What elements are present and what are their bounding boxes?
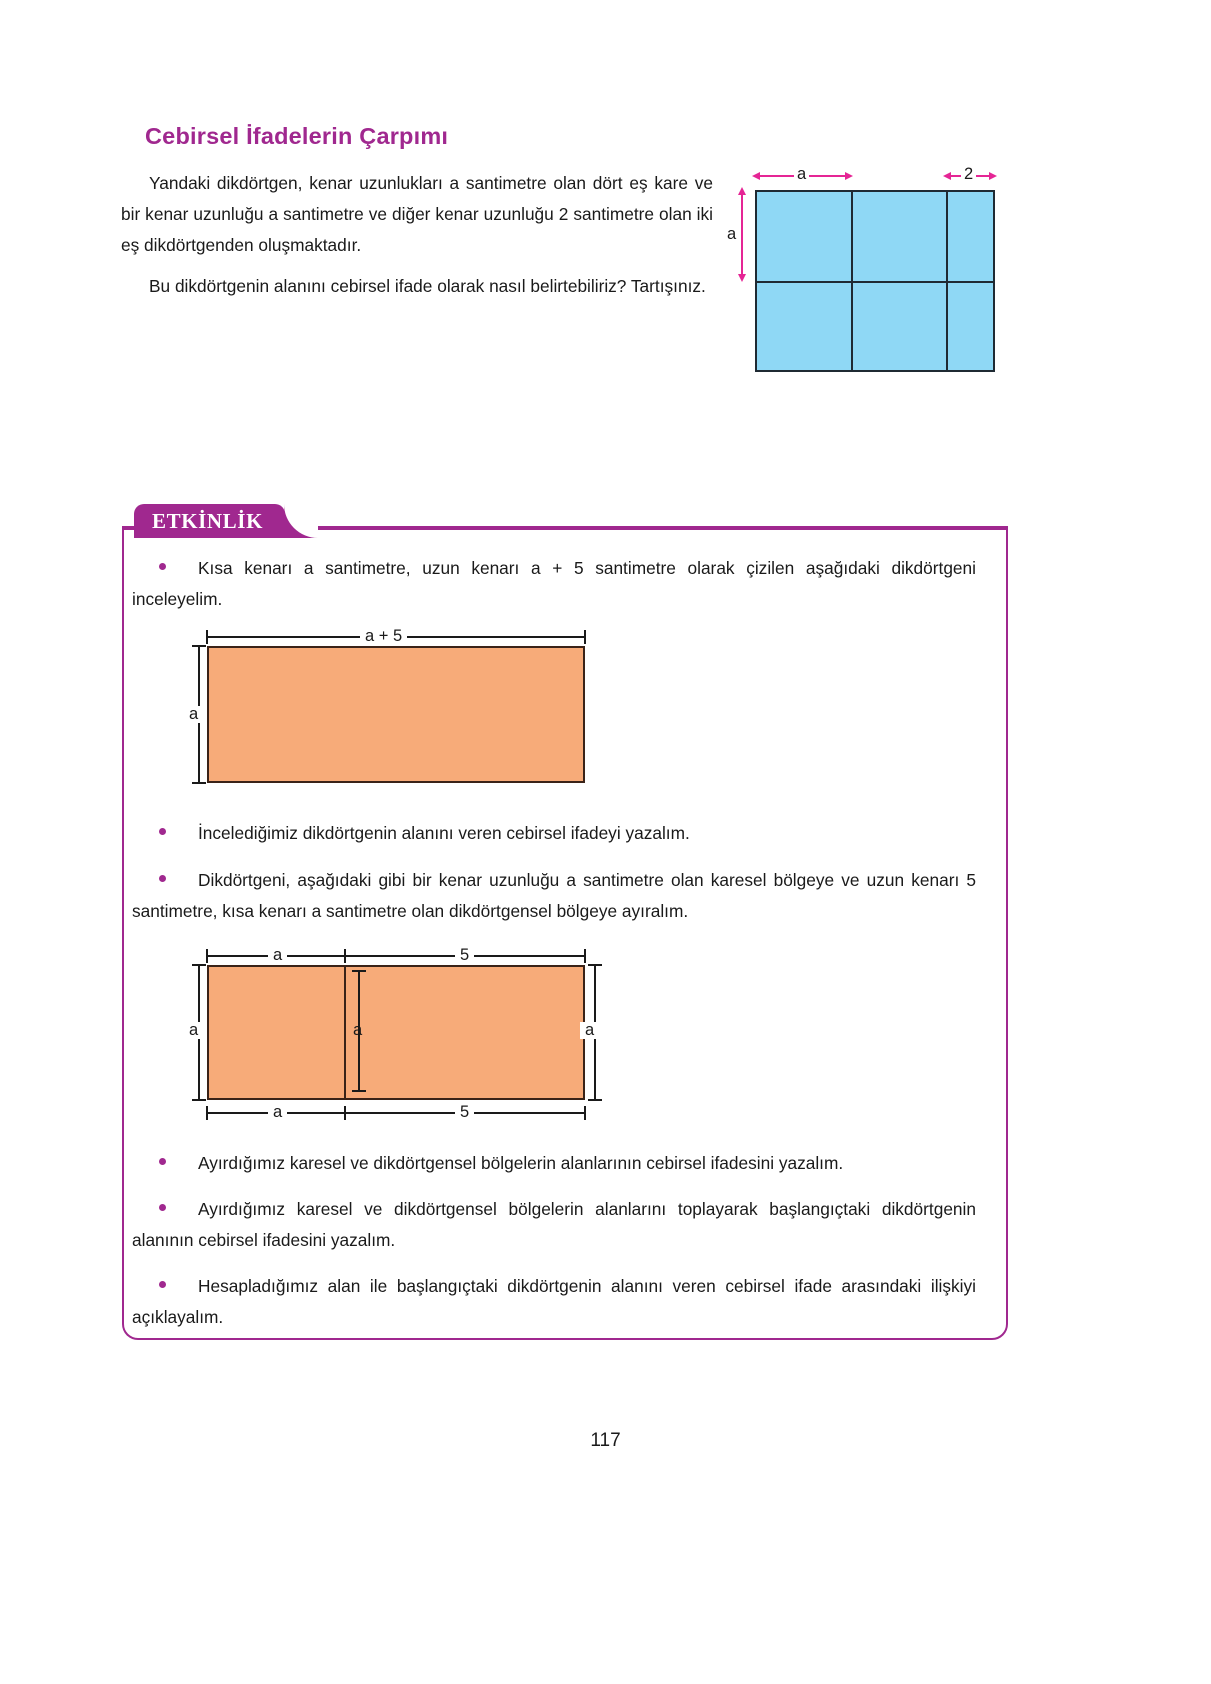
blue-top-label-a: a: [794, 166, 809, 182]
blue-left-dimension-line-a: [741, 194, 743, 277]
orange2-right-label: a: [580, 1022, 599, 1039]
orange-rectangle-figure-2: [190, 945, 610, 1130]
orange2-right-tick-top: [588, 964, 602, 966]
orange1-left-tick-top: [192, 645, 206, 647]
orange2-right-tick-bottom: [588, 1099, 602, 1101]
blue-rectangle-figure: [718, 160, 1018, 385]
orange2-top-tick-middle: [344, 949, 346, 963]
bullet-dot-icon: [159, 1281, 166, 1288]
orange2-top-label-5: 5: [455, 947, 474, 964]
orange1-top-label: a + 5: [360, 628, 407, 645]
activity-tab-label: ETKİNLİK: [152, 508, 263, 533]
list-item: [122, 1194, 990, 1256]
bullet-dot-icon: [159, 875, 166, 882]
orange2-top-tick-right: [584, 949, 586, 963]
list-item: [122, 1271, 990, 1333]
bullet-dot-icon: [159, 828, 166, 835]
intro-paragraph-1: Yandaki dikdörtgen, kenar uzunlukları a santimetre olan dört eş kare ve bir kenar uzunluğu a santimetre ve diğer kenar uzunluğu 2 santimetre olan iki eş dikdörtgenden oluşmaktadır.: [121, 173, 713, 255]
list-item: [122, 553, 990, 615]
orange-rectangle-2: [207, 965, 585, 1100]
orange2-middle-tick-bottom: [352, 1090, 366, 1092]
orange1-top-tick-left: [206, 630, 208, 644]
orange2-middle-label: a: [353, 1021, 363, 1039]
intro-paragraph-2: Bu dikdörtgenin alanını cebirsel ifade olarak nasıl belirtebiliriz? Tartışınız.: [149, 276, 706, 296]
orange1-left-label: a: [184, 706, 203, 723]
blue-arrow-down-a: [738, 274, 746, 282]
orange2-bottom-label-a: a: [268, 1104, 287, 1121]
orange2-bottom-label-5: 5: [455, 1104, 474, 1121]
blue-arrow-right-2: [989, 172, 997, 180]
orange2-left-tick-bottom: [192, 1099, 206, 1101]
blue-arrow-up-a: [738, 187, 746, 195]
orange-rectangle-1: [207, 646, 585, 783]
intro-text-block: [121, 168, 713, 312]
orange2-bottom-tick-left: [206, 1106, 208, 1120]
blue-left-label-a: a: [724, 226, 739, 242]
bullet-dot-icon: [159, 1204, 166, 1211]
blue-divider-horizontal: [755, 281, 995, 283]
page-number: 117: [590, 1430, 621, 1451]
bullet-text: Kısa kenarı a santimetre, uzun kenarı a + 5 santimetre olarak çizilen aşağıdaki dikdörtgeni inceleyelim.: [132, 558, 976, 609]
blue-arrow-left-a: [752, 172, 760, 180]
bullet-dot-icon: [159, 563, 166, 570]
activity-tab-curve: [284, 504, 318, 538]
orange2-left-tick-top: [192, 964, 206, 966]
bullet-text: Dikdörtgeni, aşağıdaki gibi bir kenar uzunluğu a santimetre olan karesel bölgeye ve uzun kenarı 5 santimetre, kısa kenarı a santimetre olan dikdörtgensel bölgeye ayıralım.: [132, 870, 976, 921]
bullet-text: Ayırdığımız karesel ve dikdörtgensel bölgelerin alanlarını toplayarak başlangıçtaki dikdörtgenin alanının cebirsel ifadesini yazalım.: [132, 1199, 976, 1250]
bullet-dot-icon: [159, 1158, 166, 1165]
orange2-left-label: a: [184, 1022, 203, 1039]
orange1-left-tick-bottom: [192, 782, 206, 784]
list-item: [122, 865, 990, 927]
bullet-text: Ayırdığımız karesel ve dikdörtgensel bölgelerin alanlarının cebirsel ifadesini yazalım.: [198, 1153, 844, 1173]
orange2-divider-vertical: [344, 965, 346, 1100]
list-item: [122, 1148, 990, 1179]
orange-rectangle-figure-1: [190, 628, 610, 803]
orange2-top-label-a: a: [268, 947, 287, 964]
orange2-bottom-tick-middle: [344, 1106, 346, 1120]
list-item: [122, 818, 990, 849]
page-title: Cebirsel İfadelerin Çarpımı: [145, 123, 449, 149]
bullet-text: İncelediğimiz dikdörtgenin alanını veren cebirsel ifadeyi yazalım.: [198, 823, 690, 843]
blue-arrow-left-2: [943, 172, 951, 180]
activity-tab: [134, 504, 285, 538]
orange1-top-tick-right: [584, 630, 586, 644]
blue-arrow-right-a: [845, 172, 853, 180]
orange2-top-tick-left: [206, 949, 208, 963]
orange2-middle-tick-top: [352, 970, 366, 972]
bullet-text: Hesapladığımız alan ile başlangıçtaki dikdörtgenin alanını veren cebirsel ifade arasındaki ilişkiyi açıklayalım.: [132, 1276, 976, 1327]
orange2-bottom-tick-right: [584, 1106, 586, 1120]
blue-top-label-2: 2: [961, 166, 976, 182]
